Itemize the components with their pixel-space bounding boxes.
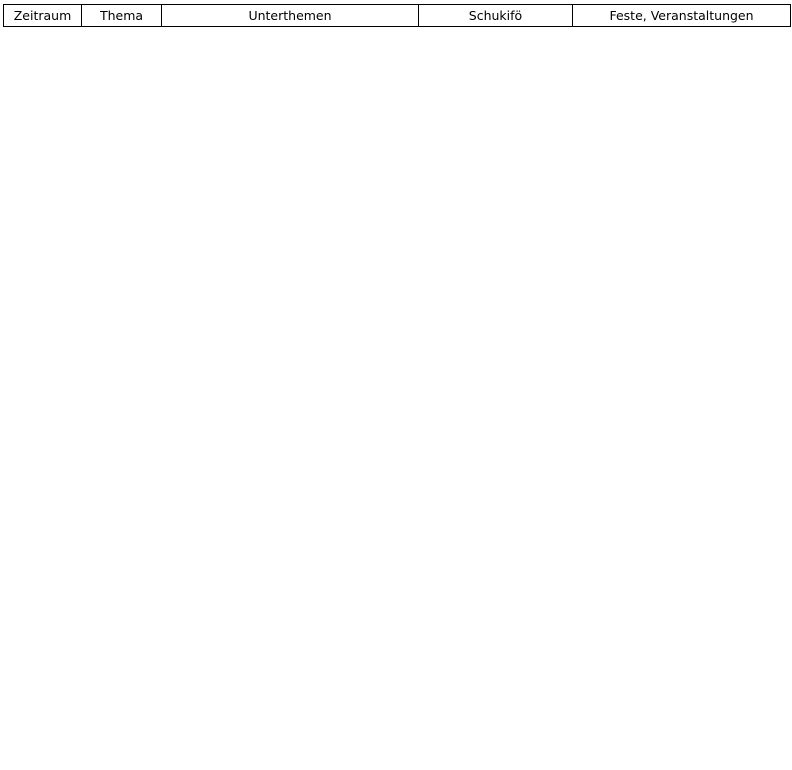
header-row xyxy=(4,5,791,27)
header-zeitraum: Zeitraum xyxy=(4,5,82,27)
header-thema: Thema xyxy=(82,5,162,27)
header-feste: Feste, Veranstaltungen xyxy=(573,5,791,27)
header-schukifo: Schukifö xyxy=(419,5,573,27)
annual-plan-table xyxy=(3,4,791,27)
header-unterthemen: Unterthemen xyxy=(162,5,419,27)
